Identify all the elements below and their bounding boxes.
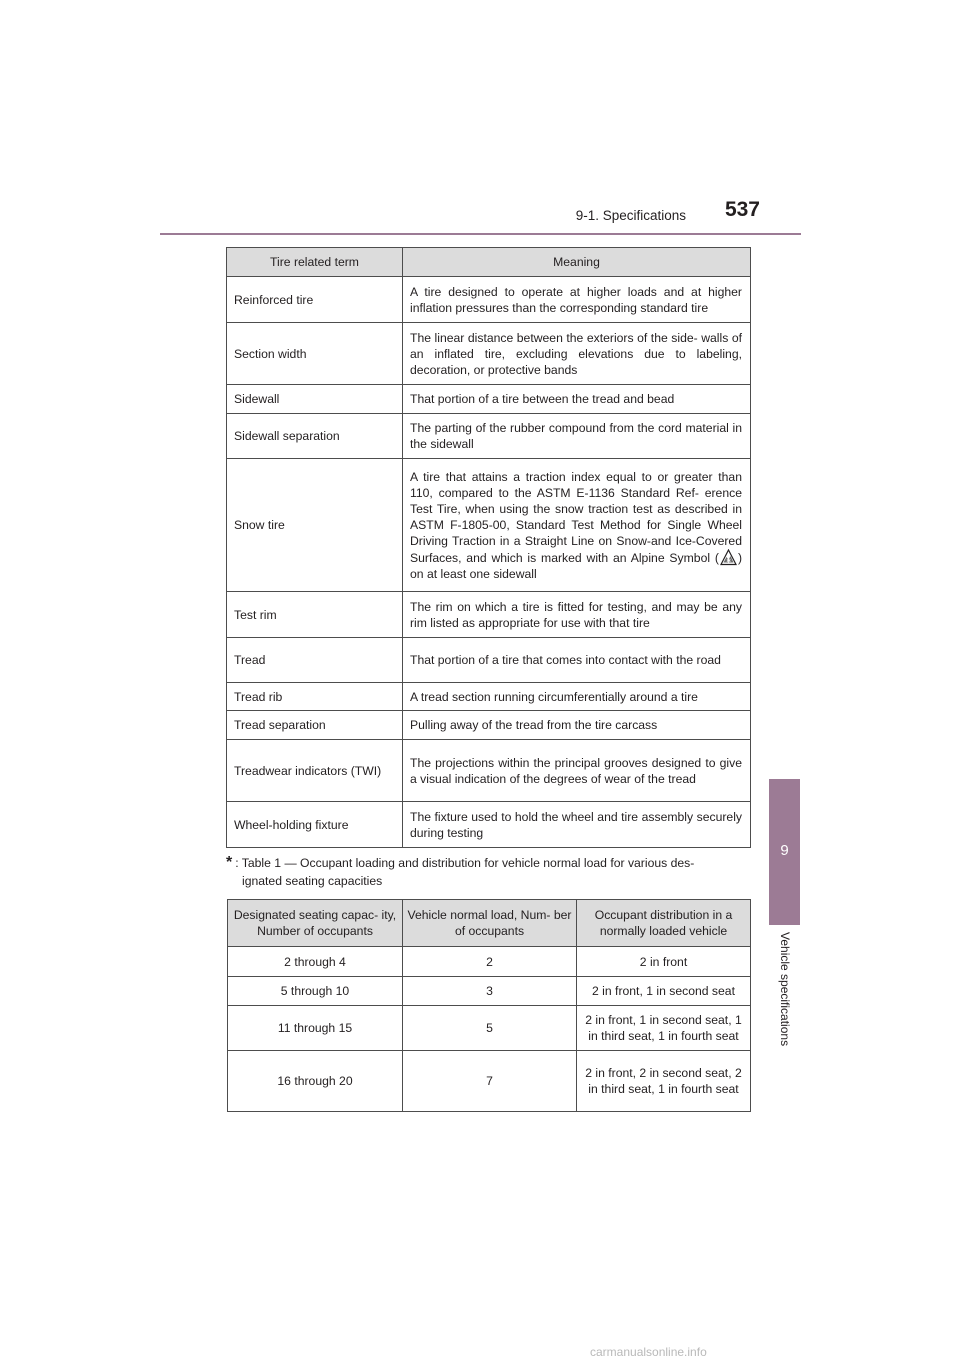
normal-load-cell: 3 bbox=[403, 977, 577, 1006]
distribution-cell: 2 in front bbox=[577, 947, 751, 977]
table-row bbox=[227, 683, 751, 711]
normal-load-cell: 2 bbox=[403, 947, 577, 977]
snow-tire-meaning-text: A tire that attains a traction index equal to or greater than 110, compared to the ASTM E-1136 Standard Ref- erence Test Tire, when using the snow traction test as described in ASTM F-1805-00, Standard Test Method for Single Wheel Driving Traction in a Straight Line on Snow-and Ice-Covered Surfaces, and which is marked with an Alpine Symbol ( bbox=[410, 469, 742, 565]
capacity-cell: 5 through 10 bbox=[228, 977, 403, 1006]
chapter-tab[interactable] bbox=[769, 779, 800, 925]
meaning-cell: Pulling away of the tread from the tire carcass bbox=[403, 711, 751, 740]
meaning-cell: The parting of the rubber compound from the cord material in the sidewall bbox=[403, 414, 751, 459]
capacity-cell: 11 through 15 bbox=[228, 1006, 403, 1051]
term-cell: Section width bbox=[227, 323, 403, 385]
meaning-cell: The linear distance between the exteriors of the side- walls of an inflated tire, excluding elevations due to labeling, decoration, or protective bands bbox=[403, 323, 751, 385]
term-cell: Wheel-holding fixture bbox=[227, 802, 403, 848]
chapter-title: Vehicle specifications bbox=[778, 932, 792, 1047]
table-row bbox=[227, 740, 751, 802]
term-cell: Reinforced tire bbox=[227, 277, 403, 323]
term-cell: Sidewall bbox=[227, 385, 403, 414]
column-header-normal-load: Vehicle normal load, Num- ber of occupants bbox=[403, 900, 577, 947]
header-divider bbox=[160, 233, 801, 235]
meaning-cell: The fixture used to hold the wheel and tire assembly securely during testing bbox=[403, 802, 751, 848]
table-row bbox=[227, 638, 751, 683]
tire-terms-table bbox=[226, 247, 751, 848]
chapter-number: 9 bbox=[780, 842, 789, 859]
term-cell: Treadwear indicators (TWI) bbox=[227, 740, 403, 802]
capacity-cell: 16 through 20 bbox=[228, 1051, 403, 1112]
table-row bbox=[228, 1006, 751, 1051]
footnote-line1: : Table 1 — Occupant loading and distribution for vehicle normal load for various des- bbox=[235, 856, 695, 870]
meaning-cell: The rim on which a tire is fitted for testing, and may be any rim listed as appropriate for use with that tire bbox=[403, 592, 751, 638]
meaning-cell: That portion of a tire between the tread and bead bbox=[403, 385, 751, 414]
term-cell: Tread separation bbox=[227, 711, 403, 740]
table-row bbox=[227, 459, 751, 592]
distribution-cell: 2 in front, 2 in second seat, 2 in third seat, 1 in fourth seat bbox=[577, 1051, 751, 1112]
meaning-cell bbox=[403, 459, 751, 592]
table-row bbox=[228, 1051, 751, 1112]
capacity-cell: 2 through 4 bbox=[228, 947, 403, 977]
normal-load-cell: 7 bbox=[403, 1051, 577, 1112]
term-cell: Test rim bbox=[227, 592, 403, 638]
term-cell: Snow tire bbox=[227, 459, 403, 592]
table-row bbox=[227, 592, 751, 638]
term-cell: Tread bbox=[227, 638, 403, 683]
meaning-cell: A tread section running circumferentially around a tire bbox=[403, 683, 751, 711]
distribution-cell: 2 in front, 1 in second seat, 1 in third seat, 1 in fourth seat bbox=[577, 1006, 751, 1051]
table-row bbox=[228, 977, 751, 1006]
meaning-cell: The projections within the principal grooves designed to give a visual indication of the degrees of wear of the tread bbox=[403, 740, 751, 802]
page-number: 537 bbox=[724, 198, 760, 221]
table-row bbox=[227, 414, 751, 459]
table-header-row bbox=[228, 900, 751, 947]
table-row bbox=[228, 947, 751, 977]
table-row bbox=[227, 323, 751, 385]
table-row bbox=[227, 277, 751, 323]
term-cell: Sidewall separation bbox=[227, 414, 403, 459]
column-header-capacity: Designated seating capac- ity, Number of occupants bbox=[228, 900, 403, 947]
svg-text:✱: ✱ bbox=[726, 558, 731, 564]
column-header-term: Tire related term bbox=[227, 248, 403, 277]
section-title: 9-1. Specifications bbox=[575, 208, 686, 223]
column-header-distribution: Occupant distribution in a normally loaded vehicle bbox=[577, 900, 751, 947]
column-header-meaning: Meaning bbox=[403, 248, 751, 277]
meaning-cell: A tire designed to operate at higher loads and at higher inflation pressures than the corresponding standard tire bbox=[403, 277, 751, 323]
table-header-row bbox=[227, 248, 751, 277]
table-row bbox=[227, 385, 751, 414]
table-row bbox=[227, 802, 751, 848]
footnote bbox=[226, 854, 750, 890]
watermark: carmanualsonline.info bbox=[590, 1345, 707, 1359]
alpine-symbol-icon bbox=[720, 549, 737, 566]
footnote-line2: ignated seating capacities bbox=[242, 874, 383, 888]
snow-tire-meaning-end: ) on at least one sidewall bbox=[410, 550, 742, 581]
meaning-cell: That portion of a tire that comes into contact with the road bbox=[403, 638, 751, 683]
term-cell: Tread rib bbox=[227, 683, 403, 711]
footnote-marker: * bbox=[226, 854, 233, 871]
occupant-loading-table bbox=[227, 899, 751, 1112]
table-row bbox=[227, 711, 751, 740]
distribution-cell: 2 in front, 1 in second seat bbox=[577, 977, 751, 1006]
normal-load-cell: 5 bbox=[403, 1006, 577, 1051]
